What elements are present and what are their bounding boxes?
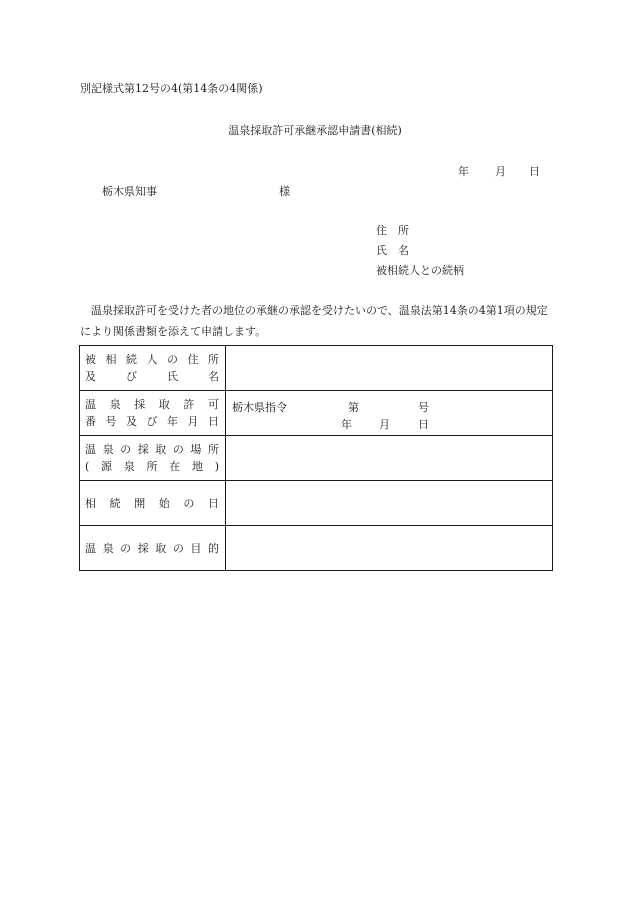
row-label-char: 始 bbox=[158, 496, 170, 510]
row-label-line bbox=[85, 396, 219, 413]
row-label-char: 及 bbox=[85, 370, 96, 383]
row-label-char: 場 bbox=[190, 443, 202, 456]
row-label-char: 人 bbox=[146, 353, 158, 366]
row-label-char: 相 bbox=[85, 496, 96, 510]
inheritance-start-date-row bbox=[80, 481, 553, 526]
row-label-line bbox=[85, 368, 219, 385]
extraction-location-row bbox=[80, 436, 553, 481]
application-statement: 温泉採取許可を受けた者の地位の承継の承認を受けたいので、温泉法第14条の4第1項の規定により関係書類を添えて申請します。 bbox=[80, 304, 548, 338]
row-label-char: 許 bbox=[183, 398, 195, 411]
row-label-char: 名 bbox=[208, 370, 219, 383]
row-label-char: 泉 bbox=[109, 398, 121, 411]
application-form-table bbox=[79, 345, 553, 571]
row-label-char: ( bbox=[85, 460, 90, 473]
row-label-char: ) bbox=[214, 460, 219, 473]
row-label-char: 取 bbox=[155, 541, 167, 555]
row-label-char: 泉 bbox=[102, 443, 114, 456]
addressee-honorific: 様 bbox=[279, 185, 290, 198]
permit-prefix: 栃木県指令 bbox=[232, 401, 287, 414]
row-label-char: 取 bbox=[158, 398, 170, 411]
row-label-char: 地 bbox=[191, 460, 203, 473]
row-label-char: 月 bbox=[187, 415, 199, 428]
row-label-char: 氏 bbox=[167, 370, 178, 383]
row-label-char: 続 bbox=[109, 496, 121, 510]
row-label-char: の bbox=[120, 541, 132, 555]
applicant-name-label: 氏 名 bbox=[376, 244, 409, 257]
row-label-char: 被 bbox=[85, 353, 96, 366]
row-label-char: 番 bbox=[85, 415, 96, 428]
document-title: 温泉採取許可承継承認申請書(相続) bbox=[228, 124, 402, 137]
row-label-char: 泉 bbox=[123, 460, 135, 473]
permit-dai-label: 第 bbox=[348, 401, 359, 414]
row-label-char: び bbox=[146, 415, 158, 428]
row-label-char: 所 bbox=[208, 353, 219, 366]
row-label-line bbox=[85, 441, 219, 458]
row-label-char: 相 bbox=[105, 353, 117, 366]
row-label-char: 日 bbox=[207, 496, 219, 510]
row-label-char: の bbox=[120, 443, 132, 456]
row-label bbox=[80, 481, 226, 526]
row-label-char: 的 bbox=[207, 541, 219, 555]
row-label-char: の bbox=[167, 353, 178, 366]
row-label-char: 温 bbox=[85, 398, 96, 411]
row-label-line bbox=[85, 540, 219, 557]
row-label-char: 目 bbox=[190, 541, 202, 555]
row-label-char: 採 bbox=[137, 443, 149, 456]
row-label-char: 温 bbox=[85, 443, 96, 456]
row-value-field[interactable] bbox=[226, 391, 553, 436]
row-label-char: 開 bbox=[134, 496, 146, 510]
form-number: 別記様式第12号の4(第14条の4関係) bbox=[80, 82, 263, 95]
row-label-char: 日 bbox=[208, 415, 219, 428]
row-label-char: 温 bbox=[85, 541, 96, 555]
addressee-name: 栃木県知事 bbox=[102, 185, 157, 198]
row-value-field[interactable] bbox=[226, 436, 553, 481]
permit-number-date-row bbox=[80, 391, 553, 436]
row-label-line bbox=[85, 495, 219, 512]
permit-go-label: 号 bbox=[418, 401, 429, 414]
row-label-char: 取 bbox=[155, 443, 167, 456]
extraction-purpose-row bbox=[80, 526, 553, 571]
permit-year-label: 年 bbox=[341, 418, 352, 431]
row-label-char: 採 bbox=[134, 398, 146, 411]
decedent-address-name-row bbox=[80, 346, 553, 391]
row-label-char: 採 bbox=[137, 541, 149, 555]
row-label-char: 住 bbox=[187, 353, 199, 366]
row-label-char: の bbox=[183, 496, 195, 510]
row-label-char: 泉 bbox=[102, 541, 114, 555]
row-value-field[interactable] bbox=[226, 526, 553, 571]
permit-day-label: 日 bbox=[418, 418, 429, 431]
row-label-char: 及 bbox=[126, 415, 137, 428]
row-label-char: 在 bbox=[169, 460, 181, 473]
row-label-char: 可 bbox=[207, 398, 219, 411]
row-label-char: の bbox=[172, 443, 184, 456]
row-label-char: 年 bbox=[167, 415, 178, 428]
date-day-label: 日 bbox=[529, 165, 540, 178]
row-label-char: 所 bbox=[146, 460, 158, 473]
row-label-char: 所 bbox=[207, 443, 219, 456]
row-label-char: び bbox=[126, 370, 137, 383]
row-label bbox=[80, 391, 226, 436]
row-value-field[interactable] bbox=[226, 481, 553, 526]
row-label-line bbox=[85, 413, 219, 430]
date-year-label: 年 bbox=[458, 165, 469, 178]
row-label-char: の bbox=[172, 541, 184, 555]
row-label-char: 源 bbox=[101, 460, 113, 473]
row-label bbox=[80, 346, 226, 391]
row-label bbox=[80, 526, 226, 571]
row-label-char: 続 bbox=[126, 353, 137, 366]
applicant-address-label: 住 所 bbox=[376, 224, 409, 237]
row-label bbox=[80, 436, 226, 481]
row-label-line bbox=[85, 351, 219, 368]
date-month-label: 月 bbox=[495, 165, 506, 178]
row-label-line bbox=[85, 458, 219, 475]
row-value-field[interactable] bbox=[226, 346, 553, 391]
row-label-char: 号 bbox=[105, 415, 117, 428]
applicant-relation-label: 被相続人との続柄 bbox=[376, 264, 464, 277]
permit-month-label: 月 bbox=[379, 418, 390, 431]
